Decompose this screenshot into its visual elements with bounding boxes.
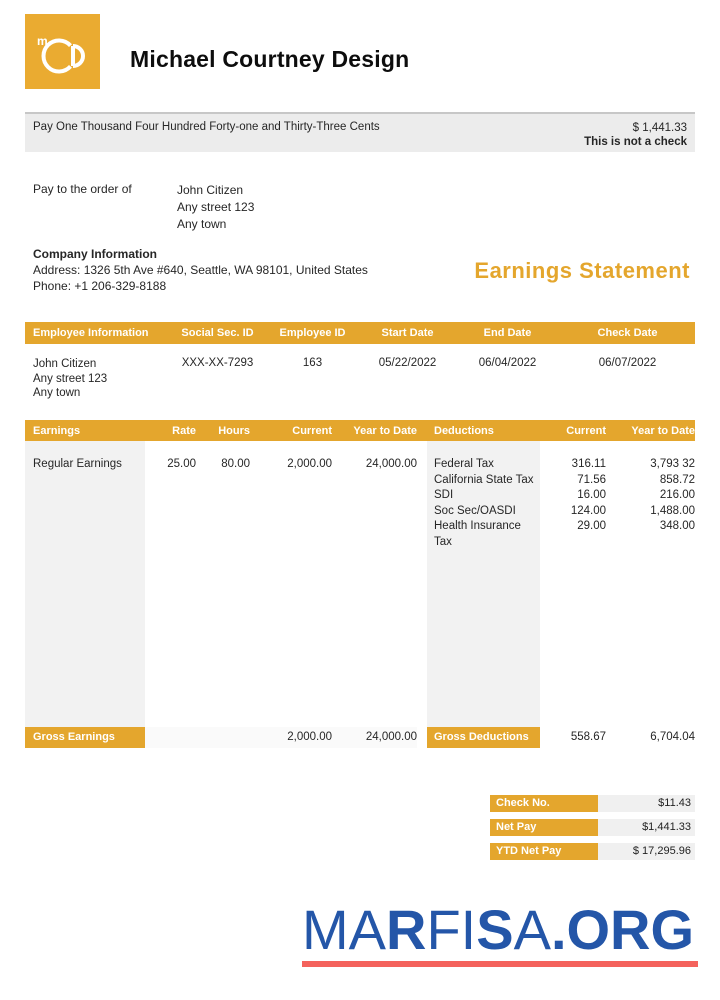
header-deductions-current: Current — [566, 424, 606, 437]
footer-logo-segment: FI — [426, 898, 477, 961]
footer-logo-segment: S — [476, 898, 514, 961]
header-deductions: Deductions — [434, 424, 494, 437]
payee-name: John Citizen — [177, 183, 244, 197]
deduction-row-label: Federal Tax — [434, 458, 494, 470]
deduction-row — [25, 504, 695, 520]
gross-earnings-current: 2,000.00 — [250, 727, 332, 748]
employee-address-line1: Any street 123 — [33, 372, 108, 385]
company-phone: Phone: +1 206-329-8188 — [33, 279, 167, 293]
logo-letter-c-arc — [44, 41, 71, 72]
employee-table-row — [25, 344, 695, 401]
employee-ssn: XXX-XX-7293 — [181, 357, 254, 369]
summary-row-check-no — [490, 795, 695, 812]
earnings-row-label: Regular Earnings — [33, 458, 122, 470]
earnings-row-current: 2,000.00 — [287, 458, 332, 470]
employee-info-table — [25, 322, 695, 401]
employee-check-date: 06/07/2022 — [598, 357, 657, 369]
deduction-row-current: 124.00 — [570, 504, 606, 517]
check-no-label: Check No. — [490, 795, 598, 812]
gross-deductions-ytd: 6,704.04 — [650, 731, 695, 743]
net-pay-value: $1,441.33 — [598, 819, 695, 836]
pay-amount: $ 1,441.33 — [632, 122, 687, 134]
header-employee-id: Employee ID — [279, 327, 346, 339]
footer-logo-segment: R — [386, 898, 427, 961]
earnings-row-hours: 80.00 — [221, 458, 250, 470]
header-employee-information: Employee Information — [33, 327, 149, 339]
deduction-row-current: 71.56 — [577, 473, 606, 486]
employee-name-address — [25, 357, 170, 401]
employee-address-line2: Any town — [33, 387, 81, 399]
header-start-date: Start Date — [381, 327, 434, 339]
company-info-block — [33, 246, 368, 294]
gross-earnings-label: Gross Earnings — [25, 727, 145, 748]
deduction-row-current: 16.00 — [577, 489, 606, 501]
earnings-row-rate: 25.00 — [167, 458, 196, 470]
deduction-row-label: Health Insurance Tax — [434, 520, 521, 548]
earnings-row — [25, 457, 695, 473]
earnings-row-ytd: 24,000.00 — [365, 458, 417, 470]
header-earnings-current: Current — [292, 424, 332, 437]
deduction-row-current: 29.00 — [577, 520, 606, 532]
earnings-deductions-table — [25, 420, 695, 748]
footer-logo-segment: MA — [302, 898, 386, 961]
gross-deductions-current: 558.67 — [570, 731, 606, 743]
gross-earnings-ytd: 24,000.00 — [332, 727, 417, 748]
deduction-row-ytd: 858.72 — [659, 473, 695, 486]
deduction-row-ytd: 1,488.00 — [650, 504, 695, 517]
header-earnings-ytd: Year to Date — [353, 424, 417, 437]
pay-summary-band — [25, 112, 695, 152]
pay-amount-words: Pay One Thousand Four Hundred Forty-one and Thirty-Three Cents — [33, 121, 380, 133]
summary-row-net-pay — [490, 819, 695, 836]
deduction-row-label: SDI — [434, 489, 454, 501]
deduction-row — [25, 519, 695, 550]
payee-block — [177, 182, 254, 233]
header-end-date: End Date — [483, 327, 532, 339]
not-a-check-note: This is not a check — [584, 136, 687, 148]
company-address: Address: 1326 5th Ave #640, Seattle, WA 98101, United States — [33, 263, 368, 277]
footer-logo-segment: A — [513, 898, 551, 961]
header-check-date: Check Date — [597, 327, 658, 339]
company-logo-monogram — [25, 14, 100, 89]
net-pay-label: Net Pay — [490, 819, 598, 836]
employee-start-date: 05/22/2022 — [378, 357, 437, 369]
check-no-value: $11.43 — [598, 795, 695, 812]
header-rate: Rate — [172, 424, 196, 437]
header-earnings: Earnings — [33, 424, 81, 437]
earnings-table-header — [25, 420, 695, 441]
logo-letter-d-shape — [73, 46, 83, 66]
payee-address-line1: Any street 123 — [177, 200, 255, 214]
footer-brand — [302, 898, 702, 967]
footer-underline — [302, 961, 698, 967]
footer-logo-text — [302, 898, 702, 961]
deduction-row-current: 316.11 — [571, 458, 606, 470]
employee-end-date: 06/04/2022 — [478, 357, 537, 369]
logo-letter-m: m — [37, 34, 48, 48]
employee-name: John Citizen — [33, 358, 97, 370]
ytd-net-pay-value: $ 17,295.96 — [598, 843, 695, 860]
pay-to-order-label: Pay to the order of — [33, 182, 132, 196]
earnings-table-body — [25, 441, 695, 727]
ytd-net-pay-label: YTD Net Pay — [490, 843, 598, 860]
footer-logo-segment: .ORG — [550, 898, 695, 961]
gross-totals-row — [25, 727, 695, 748]
summary-row-ytd-net-pay — [490, 843, 695, 860]
deduction-row-ytd: 3,793 32 — [650, 458, 695, 470]
header-hours: Hours — [218, 424, 250, 437]
company-logo — [25, 14, 100, 89]
pay-summary-table — [490, 795, 695, 860]
deduction-row — [25, 488, 695, 504]
deduction-row-label: Soc Sec/OASDI — [434, 504, 516, 517]
company-info-title: Company Information — [33, 247, 158, 261]
header-deductions-ytd: Year to Date — [631, 424, 695, 437]
employee-table-header — [25, 322, 695, 344]
earnings-statement-title: Earnings Statement — [474, 258, 690, 283]
company-name: Michael Courtney Design — [130, 46, 410, 72]
header-social-sec-id: Social Sec. ID — [181, 327, 254, 339]
gross-deductions-label: Gross Deductions — [427, 727, 540, 748]
deduction-row-label: California State Tax — [434, 473, 534, 486]
deduction-row-ytd: 348.00 — [659, 520, 695, 532]
deduction-row — [25, 473, 695, 489]
employee-id: 163 — [302, 357, 323, 369]
payee-address-line2: Any town — [177, 217, 227, 231]
deduction-row-ytd: 216.00 — [659, 489, 695, 501]
